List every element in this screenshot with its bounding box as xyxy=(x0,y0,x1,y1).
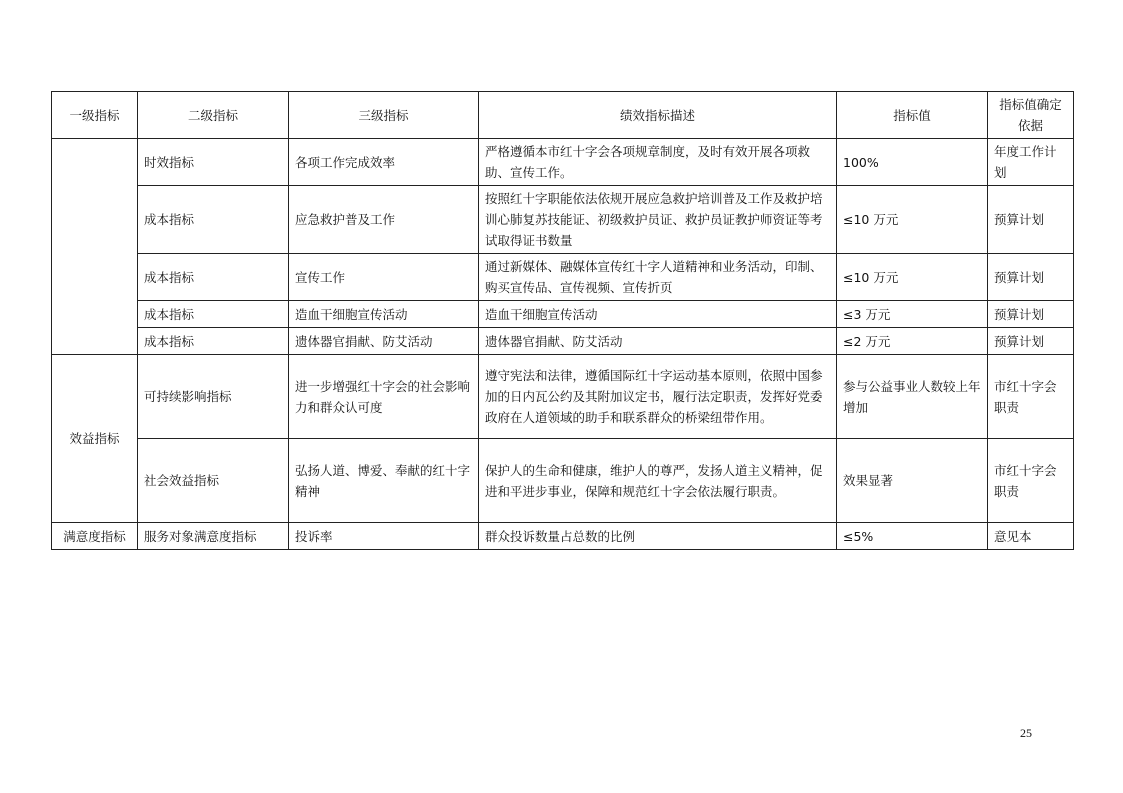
level2-cell: 服务对象满意度指标 xyxy=(138,523,289,550)
level3-cell: 弘扬人道、博爱、奉献的红十字精神 xyxy=(289,439,479,523)
header-value: 指标值 xyxy=(837,92,988,139)
header-level3: 三级指标 xyxy=(289,92,479,139)
basis-cell: 市红十字会职责 xyxy=(988,439,1074,523)
level2-cell: 成本指标 xyxy=(138,328,289,355)
basis-cell: 市红十字会职责 xyxy=(988,355,1074,439)
table-row xyxy=(52,523,1074,550)
level3-cell: 宣传工作 xyxy=(289,254,479,301)
table-row xyxy=(52,186,1074,254)
value-cell: ≤5% xyxy=(837,523,988,550)
value-cell: ≤10 万元 xyxy=(837,186,988,254)
level2-cell: 成本指标 xyxy=(138,301,289,328)
table-row xyxy=(52,254,1074,301)
description-cell: 遗体器官捐献、防艾活动 xyxy=(479,328,837,355)
basis-cell: 预算计划 xyxy=(988,186,1074,254)
header-level1: 一级指标 xyxy=(52,92,138,139)
basis-cell: 意见本 xyxy=(988,523,1074,550)
basis-cell: 年度工作计划 xyxy=(988,139,1074,186)
level2-cell: 社会效益指标 xyxy=(138,439,289,523)
level1-group-satisfaction: 满意度指标 xyxy=(52,523,138,550)
level2-cell: 成本指标 xyxy=(138,254,289,301)
basis-cell: 预算计划 xyxy=(988,328,1074,355)
description-cell: 严格遵循本市红十字会各项规章制度，及时有效开展各项救助、宣传工作。 xyxy=(479,139,837,186)
header-basis: 指标值确定依据 xyxy=(988,92,1074,139)
level3-cell: 投诉率 xyxy=(289,523,479,550)
table-row xyxy=(52,439,1074,523)
basis-cell: 预算计划 xyxy=(988,254,1074,301)
description-cell: 遵守宪法和法律，遵循国际红十字运动基本原则，依照中国参加的日内瓦公约及其附加议定书，履行法定职责，发挥好党委政府在人道领域的助手和联系群众的桥梁纽带作用。 xyxy=(479,355,837,439)
page-number: 25 xyxy=(1020,726,1032,740)
level2-cell: 可持续影响指标 xyxy=(138,355,289,439)
level1-group-benefit: 效益指标 xyxy=(52,355,138,523)
value-cell: ≤2 万元 xyxy=(837,328,988,355)
description-cell: 通过新媒体、融媒体宣传红十字人道精神和业务活动，印制、购买宣传品、宣传视频、宣传折页 xyxy=(479,254,837,301)
value-cell: ≤10 万元 xyxy=(837,254,988,301)
level2-cell: 成本指标 xyxy=(138,186,289,254)
description-cell: 按照红十字职能依法依规开展应急救护培训普及工作及救护培训心肺复苏技能证、初级救护员证、救护员证教护师资证等考试取得证书数量 xyxy=(479,186,837,254)
value-cell: 100% xyxy=(837,139,988,186)
level3-cell: 进一步增强红十字会的社会影响力和群众认可度 xyxy=(289,355,479,439)
basis-cell: 预算计划 xyxy=(988,301,1074,328)
level3-cell: 遗体器官捐献、防艾活动 xyxy=(289,328,479,355)
table-row xyxy=(52,301,1074,328)
indicator-table xyxy=(51,91,1074,550)
table-row xyxy=(52,355,1074,439)
value-cell: 参与公益事业人数较上年增加 xyxy=(837,355,988,439)
level3-cell: 造血干细胞宣传活动 xyxy=(289,301,479,328)
value-cell: ≤3 万元 xyxy=(837,301,988,328)
level3-cell: 应急救护普及工作 xyxy=(289,186,479,254)
description-cell: 保护人的生命和健康，维护人的尊严，发扬人道主义精神，促进和平进步事业，保障和规范红十字会依法履行职责。 xyxy=(479,439,837,523)
header-row xyxy=(52,92,1074,139)
level3-cell: 各项工作完成效率 xyxy=(289,139,479,186)
header-level2: 二级指标 xyxy=(138,92,289,139)
value-cell: 效果显著 xyxy=(837,439,988,523)
table-row xyxy=(52,139,1074,186)
level1-group-empty xyxy=(52,139,138,355)
description-cell: 群众投诉数量占总数的比例 xyxy=(479,523,837,550)
level2-cell: 时效指标 xyxy=(138,139,289,186)
header-description: 绩效指标描述 xyxy=(479,92,837,139)
description-cell: 造血干细胞宣传活动 xyxy=(479,301,837,328)
table-row xyxy=(52,328,1074,355)
